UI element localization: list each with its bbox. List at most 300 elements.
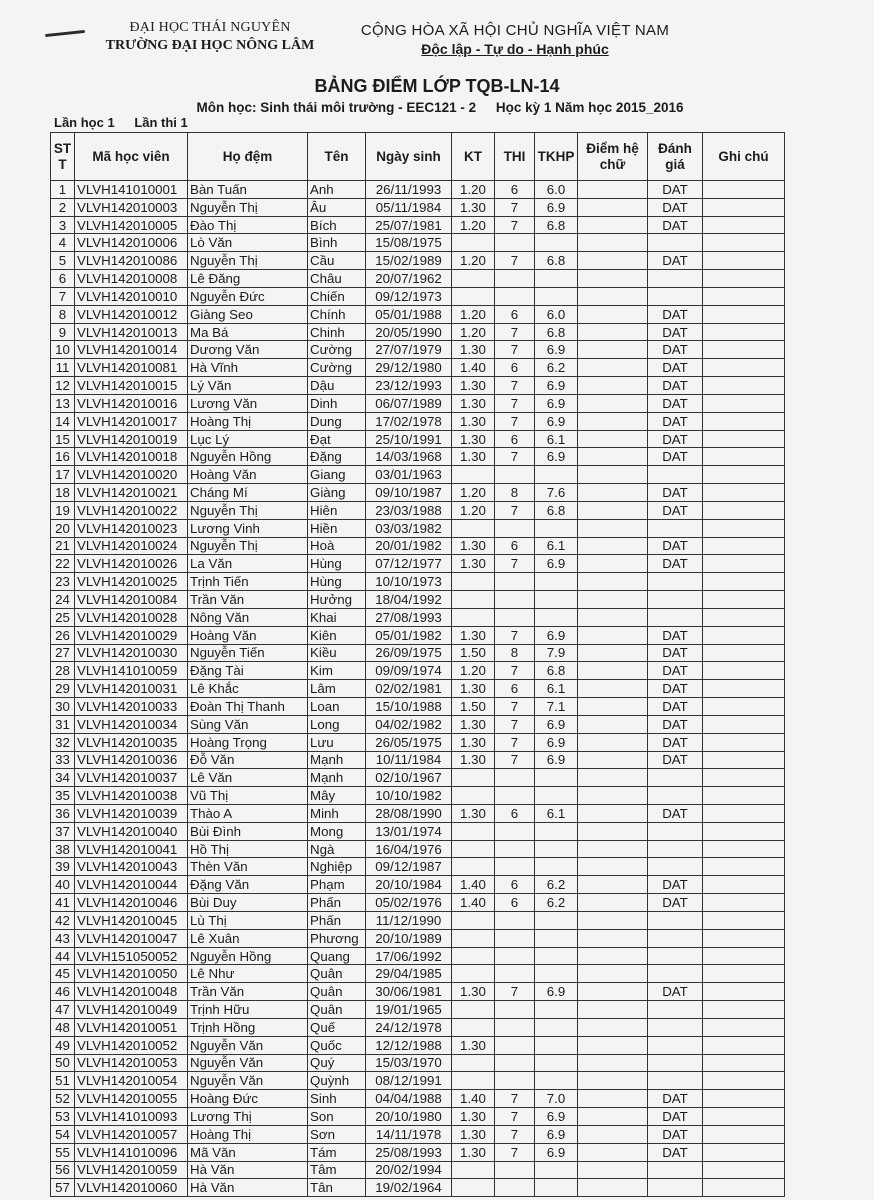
cell-letter-grade xyxy=(578,252,648,270)
cell-surname: Đoàn Thị Thanh xyxy=(188,698,308,716)
col-evaluation: Đánh giá xyxy=(648,133,703,181)
cell-student-id: VLVH142010052 xyxy=(75,1036,188,1054)
cell-thi xyxy=(495,822,535,840)
table-row xyxy=(51,929,785,947)
cell-tkhp xyxy=(535,1001,578,1019)
cell-note xyxy=(703,715,785,733)
cell-thi: 7 xyxy=(495,626,535,644)
cell-name: Hoà xyxy=(308,537,366,555)
cell-surname: Trần Văn xyxy=(188,983,308,1001)
cell-tkhp xyxy=(535,858,578,876)
cell-name: Lâm xyxy=(308,680,366,698)
cell-letter-grade xyxy=(578,787,648,805)
cell-dob: 20/10/1989 xyxy=(366,929,452,947)
cell-note xyxy=(703,555,785,573)
cell-tkhp: 6.2 xyxy=(535,876,578,894)
cell-evaluation xyxy=(648,466,703,484)
cell-note xyxy=(703,573,785,591)
cell-student-id: VLVH142010015 xyxy=(75,377,188,395)
cell-stt: 9 xyxy=(51,323,75,341)
table-row xyxy=(51,911,785,929)
cell-evaluation xyxy=(648,911,703,929)
cell-evaluation: DAT xyxy=(648,537,703,555)
cell-dob: 15/03/1970 xyxy=(366,1054,452,1072)
cell-dob: 14/11/1978 xyxy=(366,1125,452,1143)
cell-stt: 57 xyxy=(51,1179,75,1197)
cell-dob: 05/01/1988 xyxy=(366,305,452,323)
cell-dob: 18/04/1992 xyxy=(366,591,452,609)
cell-letter-grade xyxy=(578,323,648,341)
cell-note xyxy=(703,484,785,502)
table-row xyxy=(51,822,785,840)
course-line xyxy=(100,100,780,115)
cell-surname: Lý Văn xyxy=(188,377,308,395)
cell-evaluation: DAT xyxy=(648,216,703,234)
cell-kt xyxy=(452,1072,495,1090)
cell-thi: 7 xyxy=(495,412,535,430)
cell-stt: 45 xyxy=(51,965,75,983)
cell-kt: 1.30 xyxy=(452,804,495,822)
table-row xyxy=(51,1143,785,1161)
cell-note xyxy=(703,305,785,323)
cell-tkhp: 6.0 xyxy=(535,305,578,323)
cell-tkhp: 6.8 xyxy=(535,252,578,270)
cell-thi: 6 xyxy=(495,181,535,199)
col-thi: THI xyxy=(495,133,535,181)
cell-name: Quý xyxy=(308,1054,366,1072)
cell-student-id: VLVH142010048 xyxy=(75,983,188,1001)
cell-evaluation: DAT xyxy=(648,1143,703,1161)
table-row xyxy=(51,698,785,716)
cell-evaluation xyxy=(648,608,703,626)
cell-name: Quân xyxy=(308,1001,366,1019)
cell-kt xyxy=(452,840,495,858)
col-letter-grade: Điểm hệ chữ xyxy=(578,133,648,181)
cell-note xyxy=(703,412,785,430)
cell-letter-grade xyxy=(578,626,648,644)
cell-kt xyxy=(452,234,495,252)
cell-thi xyxy=(495,787,535,805)
cell-name: Hiền xyxy=(308,519,366,537)
cell-tkhp: 6.9 xyxy=(535,198,578,216)
cell-student-id: VLVH142010046 xyxy=(75,894,188,912)
cell-dob: 25/10/1991 xyxy=(366,430,452,448)
cell-student-id: VLVH142010041 xyxy=(75,840,188,858)
cell-note xyxy=(703,804,785,822)
cell-tkhp xyxy=(535,287,578,305)
cell-student-id: VLVH142010008 xyxy=(75,270,188,288)
table-row xyxy=(51,626,785,644)
cell-stt: 19 xyxy=(51,501,75,519)
cell-dob: 05/11/1984 xyxy=(366,198,452,216)
table-row xyxy=(51,287,785,305)
cell-surname: Đỗ Văn xyxy=(188,751,308,769)
cell-kt: 1.20 xyxy=(452,305,495,323)
cell-kt: 1.30 xyxy=(452,341,495,359)
table-row xyxy=(51,983,785,1001)
cell-evaluation: DAT xyxy=(648,698,703,716)
cell-student-id: VLVH142010035 xyxy=(75,733,188,751)
cell-note xyxy=(703,787,785,805)
cell-thi xyxy=(495,911,535,929)
cell-note xyxy=(703,1054,785,1072)
republic-name: CỘNG HÒA XÃ HỘI CHỦ NGHĨA VIỆT NAM xyxy=(360,22,670,39)
cell-kt: 1.20 xyxy=(452,662,495,680)
cell-tkhp: 6.1 xyxy=(535,804,578,822)
cell-thi xyxy=(495,1179,535,1197)
cell-letter-grade xyxy=(578,911,648,929)
table-row xyxy=(51,894,785,912)
cell-thi: 7 xyxy=(495,448,535,466)
cell-tkhp xyxy=(535,608,578,626)
table-row xyxy=(51,662,785,680)
cell-dob: 26/09/1975 xyxy=(366,644,452,662)
col-name: Tên xyxy=(308,133,366,181)
header-row xyxy=(51,133,785,181)
cell-kt xyxy=(452,1018,495,1036)
cell-tkhp: 6.9 xyxy=(535,341,578,359)
cell-letter-grade xyxy=(578,1018,648,1036)
cell-kt: 1.30 xyxy=(452,715,495,733)
cell-surname: Cháng Mí xyxy=(188,484,308,502)
cell-student-id: VLVH142010017 xyxy=(75,412,188,430)
cell-note xyxy=(703,1125,785,1143)
cell-stt: 29 xyxy=(51,680,75,698)
cell-student-id: VLVH142010037 xyxy=(75,769,188,787)
cell-name: Mạnh xyxy=(308,751,366,769)
cell-tkhp xyxy=(535,929,578,947)
cell-kt: 1.30 xyxy=(452,430,495,448)
cell-surname: Nguyễn Văn xyxy=(188,1036,308,1054)
cell-tkhp: 6.8 xyxy=(535,501,578,519)
cell-evaluation: DAT xyxy=(648,733,703,751)
cell-dob: 14/03/1968 xyxy=(366,448,452,466)
cell-tkhp: 6.9 xyxy=(535,626,578,644)
cell-student-id: VLVH151050052 xyxy=(75,947,188,965)
table-row xyxy=(51,359,785,377)
cell-surname: Bùi Duy xyxy=(188,894,308,912)
cell-name: Kiều xyxy=(308,644,366,662)
cell-surname: Lê Như xyxy=(188,965,308,983)
col-student-id: Mã học viên xyxy=(75,133,188,181)
cell-kt: 1.40 xyxy=(452,876,495,894)
cell-letter-grade xyxy=(578,181,648,199)
cell-kt: 1.30 xyxy=(452,537,495,555)
cell-student-id: VLVH142010044 xyxy=(75,876,188,894)
table-row xyxy=(51,555,785,573)
cell-kt: 1.30 xyxy=(452,412,495,430)
cell-thi: 7 xyxy=(495,1125,535,1143)
cell-thi xyxy=(495,840,535,858)
cell-dob: 20/05/1990 xyxy=(366,323,452,341)
cell-note xyxy=(703,644,785,662)
table-row xyxy=(51,519,785,537)
cell-kt xyxy=(452,466,495,484)
table-row xyxy=(51,751,785,769)
cell-student-id: VLVH142010034 xyxy=(75,715,188,733)
cell-letter-grade xyxy=(578,965,648,983)
cell-student-id: VLVH142010051 xyxy=(75,1018,188,1036)
cell-evaluation: DAT xyxy=(648,448,703,466)
grades-table xyxy=(50,132,785,1197)
cell-letter-grade xyxy=(578,947,648,965)
cell-dob: 17/06/1992 xyxy=(366,947,452,965)
cell-name: Khai xyxy=(308,608,366,626)
cell-name: Lưu xyxy=(308,733,366,751)
cell-dob: 10/10/1973 xyxy=(366,573,452,591)
cell-stt: 37 xyxy=(51,822,75,840)
cell-thi xyxy=(495,466,535,484)
cell-evaluation xyxy=(648,840,703,858)
cell-stt: 13 xyxy=(51,394,75,412)
cell-letter-grade xyxy=(578,448,648,466)
cell-surname: Nguyễn Thị xyxy=(188,537,308,555)
cell-tkhp xyxy=(535,1018,578,1036)
cell-dob: 04/04/1988 xyxy=(366,1090,452,1108)
cell-evaluation: DAT xyxy=(648,181,703,199)
cell-stt: 16 xyxy=(51,448,75,466)
cell-evaluation xyxy=(648,591,703,609)
cell-evaluation: DAT xyxy=(648,644,703,662)
cell-evaluation xyxy=(648,519,703,537)
table-row xyxy=(51,644,785,662)
cell-name: Quân xyxy=(308,983,366,1001)
cell-note xyxy=(703,929,785,947)
cell-kt: 1.30 xyxy=(452,394,495,412)
table-row xyxy=(51,448,785,466)
cell-student-id: VLVH142010043 xyxy=(75,858,188,876)
table-row xyxy=(51,1090,785,1108)
cell-name: Mạnh xyxy=(308,769,366,787)
cell-student-id: VLVH142010005 xyxy=(75,216,188,234)
cell-note xyxy=(703,466,785,484)
cell-stt: 56 xyxy=(51,1161,75,1179)
cell-kt xyxy=(452,287,495,305)
cell-stt: 22 xyxy=(51,555,75,573)
cell-tkhp xyxy=(535,270,578,288)
cell-letter-grade xyxy=(578,1108,648,1126)
cell-kt xyxy=(452,769,495,787)
table-row xyxy=(51,715,785,733)
cell-surname: Lê Xuân xyxy=(188,929,308,947)
cell-surname: Nguyễn Hồng xyxy=(188,448,308,466)
cell-tkhp xyxy=(535,1054,578,1072)
cell-letter-grade xyxy=(578,287,648,305)
cell-note xyxy=(703,608,785,626)
cell-thi: 6 xyxy=(495,537,535,555)
table-row xyxy=(51,1054,785,1072)
cell-tkhp xyxy=(535,769,578,787)
cell-name: Quang xyxy=(308,947,366,965)
cell-tkhp xyxy=(535,591,578,609)
cell-student-id: VLVH142010006 xyxy=(75,234,188,252)
cell-letter-grade xyxy=(578,769,648,787)
cell-student-id: VLVH142010031 xyxy=(75,680,188,698)
cell-note xyxy=(703,181,785,199)
cell-student-id: VLVH142010054 xyxy=(75,1072,188,1090)
cell-student-id: VLVH142010084 xyxy=(75,591,188,609)
table-row xyxy=(51,680,785,698)
cell-surname: Hà Văn xyxy=(188,1179,308,1197)
cell-note xyxy=(703,1161,785,1179)
cell-stt: 17 xyxy=(51,466,75,484)
cell-name: Chính xyxy=(308,305,366,323)
cell-dob: 29/12/1980 xyxy=(366,359,452,377)
cell-tkhp xyxy=(535,234,578,252)
table-row xyxy=(51,430,785,448)
cell-evaluation: DAT xyxy=(648,626,703,644)
cell-tkhp: 6.8 xyxy=(535,662,578,680)
cell-name: Bích xyxy=(308,216,366,234)
cell-name: Dinh xyxy=(308,394,366,412)
cell-tkhp: 6.8 xyxy=(535,323,578,341)
cell-student-id: VLVH142010029 xyxy=(75,626,188,644)
cell-student-id: VLVH142010018 xyxy=(75,448,188,466)
cell-thi: 7 xyxy=(495,983,535,1001)
cell-evaluation: DAT xyxy=(648,359,703,377)
cell-evaluation: DAT xyxy=(648,804,703,822)
cell-surname: Sùng Văn xyxy=(188,715,308,733)
cell-student-id: VLVH141010001 xyxy=(75,181,188,199)
cell-kt xyxy=(452,929,495,947)
cell-surname: Hồ Thị xyxy=(188,840,308,858)
table-row xyxy=(51,181,785,199)
cell-stt: 11 xyxy=(51,359,75,377)
cell-thi xyxy=(495,1036,535,1054)
cell-thi xyxy=(495,1018,535,1036)
cell-tkhp: 6.1 xyxy=(535,537,578,555)
cell-stt: 32 xyxy=(51,733,75,751)
table-row xyxy=(51,840,785,858)
cell-dob: 15/10/1988 xyxy=(366,698,452,716)
cell-surname: Trịnh Hữu xyxy=(188,1001,308,1019)
cell-student-id: VLVH142010025 xyxy=(75,573,188,591)
cell-student-id: VLVH142010020 xyxy=(75,466,188,484)
cell-stt: 38 xyxy=(51,840,75,858)
cell-letter-grade xyxy=(578,608,648,626)
cell-surname: Lục Lý xyxy=(188,430,308,448)
document-title: BẢNG ĐIỂM LỚP TQB-LN-14 xyxy=(314,76,560,96)
cell-letter-grade xyxy=(578,1179,648,1197)
table-row xyxy=(51,804,785,822)
cell-note xyxy=(703,680,785,698)
table-row xyxy=(51,876,785,894)
table-row xyxy=(51,252,785,270)
cell-dob: 03/01/1963 xyxy=(366,466,452,484)
cell-tkhp: 6.9 xyxy=(535,1143,578,1161)
cell-surname: Nguyễn Thị xyxy=(188,252,308,270)
cell-surname: Mã Văn xyxy=(188,1143,308,1161)
cell-tkhp xyxy=(535,911,578,929)
cell-stt: 3 xyxy=(51,216,75,234)
cell-student-id: VLVH142010022 xyxy=(75,501,188,519)
cell-stt: 48 xyxy=(51,1018,75,1036)
cell-thi xyxy=(495,1072,535,1090)
cell-dob: 30/06/1981 xyxy=(366,983,452,1001)
cell-dob: 24/12/1978 xyxy=(366,1018,452,1036)
cell-thi: 7 xyxy=(495,751,535,769)
cell-note xyxy=(703,287,785,305)
cell-dob: 23/12/1993 xyxy=(366,377,452,395)
cell-surname: Hoàng Trọng xyxy=(188,733,308,751)
cell-note xyxy=(703,698,785,716)
cell-kt xyxy=(452,787,495,805)
grades-table-body xyxy=(51,181,785,1197)
table-row xyxy=(51,787,785,805)
cell-stt: 53 xyxy=(51,1108,75,1126)
cell-kt xyxy=(452,1054,495,1072)
cell-stt: 14 xyxy=(51,412,75,430)
cell-dob: 28/08/1990 xyxy=(366,804,452,822)
cell-letter-grade xyxy=(578,305,648,323)
cell-tkhp xyxy=(535,947,578,965)
cell-letter-grade xyxy=(578,822,648,840)
cell-name: Nghiệp xyxy=(308,858,366,876)
cell-dob: 06/07/1989 xyxy=(366,394,452,412)
cell-student-id: VLVH142010030 xyxy=(75,644,188,662)
cell-letter-grade xyxy=(578,537,648,555)
cell-evaluation xyxy=(648,1054,703,1072)
cell-tkhp: 6.9 xyxy=(535,751,578,769)
cell-stt: 18 xyxy=(51,484,75,502)
cell-dob: 23/03/1988 xyxy=(366,501,452,519)
cell-dob: 25/08/1993 xyxy=(366,1143,452,1161)
cell-name: Hùng xyxy=(308,573,366,591)
cell-note xyxy=(703,822,785,840)
cell-thi: 7 xyxy=(495,216,535,234)
cell-stt: 44 xyxy=(51,947,75,965)
cell-surname: Nguyễn Thị xyxy=(188,198,308,216)
cell-student-id: VLVH142010060 xyxy=(75,1179,188,1197)
cell-note xyxy=(703,1072,785,1090)
cell-stt: 25 xyxy=(51,608,75,626)
cell-kt: 1.30 xyxy=(452,198,495,216)
cell-kt: 1.30 xyxy=(452,733,495,751)
cell-letter-grade xyxy=(578,876,648,894)
cell-tkhp: 6.9 xyxy=(535,448,578,466)
cell-name: Mong xyxy=(308,822,366,840)
cell-note xyxy=(703,858,785,876)
cell-stt: 20 xyxy=(51,519,75,537)
cell-surname: Trịnh Hồng xyxy=(188,1018,308,1036)
table-row xyxy=(51,573,785,591)
table-row xyxy=(51,965,785,983)
cell-evaluation xyxy=(648,769,703,787)
cell-surname: Nông Văn xyxy=(188,608,308,626)
cell-dob: 15/02/1989 xyxy=(366,252,452,270)
cell-tkhp xyxy=(535,840,578,858)
table-row xyxy=(51,484,785,502)
grades-table-header xyxy=(51,133,785,181)
cell-kt: 1.20 xyxy=(452,181,495,199)
cell-stt: 49 xyxy=(51,1036,75,1054)
cell-tkhp xyxy=(535,1179,578,1197)
cell-tkhp: 6.9 xyxy=(535,983,578,1001)
table-row xyxy=(51,858,785,876)
cell-surname: Nguyễn Đức xyxy=(188,287,308,305)
cell-note xyxy=(703,270,785,288)
cell-note xyxy=(703,769,785,787)
cell-letter-grade xyxy=(578,1036,648,1054)
cell-surname: Bàn Tuấn xyxy=(188,181,308,199)
cell-stt: 40 xyxy=(51,876,75,894)
cell-dob: 05/01/1982 xyxy=(366,626,452,644)
cell-note xyxy=(703,1108,785,1126)
cell-name: Chiến xyxy=(308,287,366,305)
cell-evaluation: DAT xyxy=(648,1090,703,1108)
table-row xyxy=(51,1001,785,1019)
cell-kt xyxy=(452,270,495,288)
